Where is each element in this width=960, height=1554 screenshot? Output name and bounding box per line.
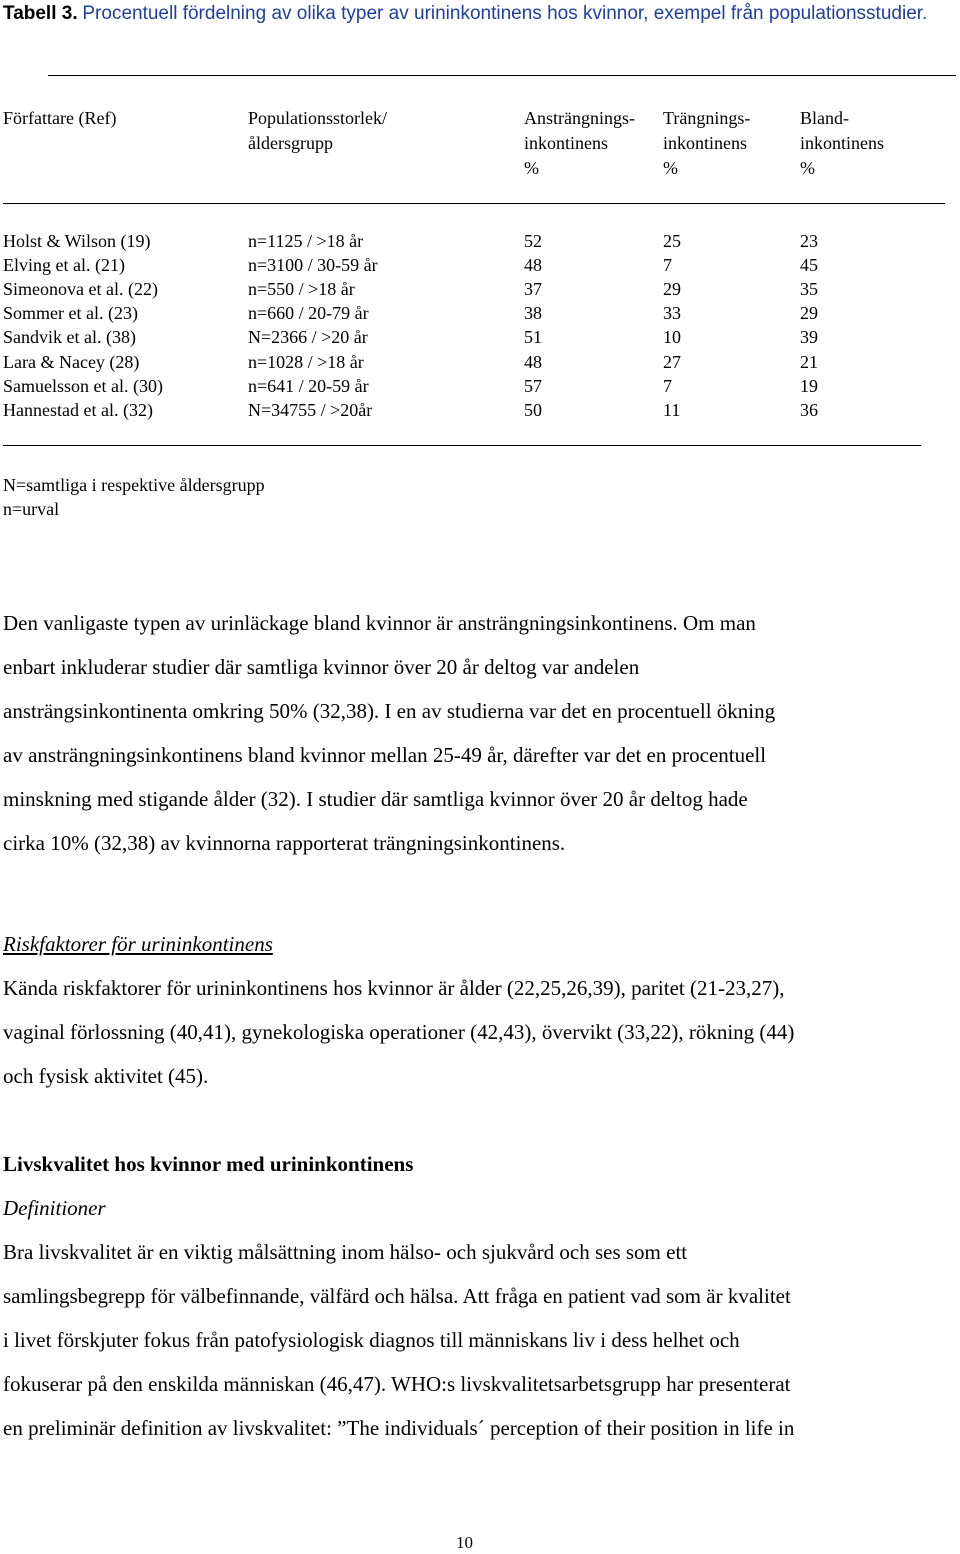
cell-author: Samuelsson et al. (30) bbox=[3, 376, 163, 396]
cell-stress: 37 bbox=[524, 279, 542, 299]
cell-stress: 50 bbox=[524, 400, 542, 420]
header-mixed: Bland- inkontinens % bbox=[800, 108, 884, 178]
page-number: 10 bbox=[456, 1533, 473, 1552]
cell-stress: 57 bbox=[524, 376, 542, 396]
paragraph-line: samlingsbegrepp för välbefinnande, välfärd och hälsa. Att fråga en patient vad som är kvalitet bbox=[3, 1284, 791, 1308]
cell-urge: 11 bbox=[663, 400, 681, 420]
cell-urge: 29 bbox=[663, 279, 681, 299]
cell-mixed: 21 bbox=[800, 352, 818, 372]
header-stress: Ansträngnings- inkontinens % bbox=[524, 108, 635, 178]
cell-urge: 33 bbox=[663, 303, 681, 323]
cell-urge: 27 bbox=[663, 352, 681, 372]
cell-author: Sandvik et al. (38) bbox=[3, 327, 136, 347]
cell-stress: 48 bbox=[524, 352, 542, 372]
cell-population: n=550 / >18 år bbox=[248, 279, 355, 299]
cell-population: N=34755 / >20år bbox=[248, 400, 373, 420]
paragraph-line: enbart inkluderar studier där samtliga kvinnor över 20 år deltog var andelen bbox=[3, 655, 640, 679]
paragraph-line: Den vanligaste typen av urinläckage bland kvinnor är ansträngningsinkontinens. Om man bbox=[3, 611, 756, 635]
cell-stress: 38 bbox=[524, 303, 542, 323]
table-header-rule bbox=[3, 203, 945, 204]
cell-stress: 51 bbox=[524, 327, 542, 347]
cell-mixed: 39 bbox=[800, 327, 818, 347]
header-population: Populationsstorlek/ åldersgrupp bbox=[248, 108, 387, 153]
section-heading-risk-factors: Riskfaktorer för urininkontinens bbox=[3, 932, 273, 956]
cell-author: Sommer et al. (23) bbox=[3, 303, 138, 323]
cell-stress: 52 bbox=[524, 231, 542, 251]
cell-urge: 10 bbox=[663, 327, 681, 347]
cell-author: Holst & Wilson (19) bbox=[3, 231, 151, 251]
paragraph-line: Bra livskvalitet är en viktig målsättning inom hälso- och sjukvård och ses som ett bbox=[3, 1240, 688, 1264]
paragraph-line: minskning med stigande ålder (32). I studier där samtliga kvinnor över 20 år deltog hade bbox=[3, 787, 748, 811]
cell-population: N=2366 / >20 år bbox=[248, 327, 368, 347]
cell-author: Simeonova et al. (22) bbox=[3, 279, 158, 299]
cell-population: n=3100 / 30-59 år bbox=[248, 255, 378, 275]
cell-author: Hannestad et al. (32) bbox=[3, 400, 153, 420]
paragraph-line: cirka 10% (32,38) av kvinnorna rapporterat trängningsinkontinens. bbox=[3, 831, 566, 855]
paragraph-line: en preliminär definition av livskvalitet: ”The individuals´ perception of their position in life in bbox=[3, 1416, 795, 1440]
table-caption bbox=[3, 3, 927, 25]
paragraph-line: i livet förskjuter fokus från patofysiologisk diagnos till människans liv i dess helhet och bbox=[3, 1328, 740, 1352]
header-author: Författare (Ref) bbox=[3, 108, 117, 128]
cell-urge: 7 bbox=[663, 376, 672, 396]
cell-author: Lara & Nacey (28) bbox=[3, 352, 140, 372]
cell-mixed: 29 bbox=[800, 303, 818, 323]
cell-urge: 7 bbox=[663, 255, 672, 275]
cell-mixed: 45 bbox=[800, 255, 818, 275]
cell-mixed: 23 bbox=[800, 231, 818, 251]
cell-stress: 48 bbox=[524, 255, 542, 275]
section-heading-quality-of-life: Livskvalitet hos kvinnor med urininkontinens bbox=[3, 1152, 414, 1176]
subheading-definitions: Definitioner bbox=[3, 1196, 106, 1220]
cell-author: Elving et al. (21) bbox=[3, 255, 125, 275]
cell-mixed: 19 bbox=[800, 376, 818, 396]
cell-population: n=1028 / >18 år bbox=[248, 352, 364, 372]
paragraph-line: fokuserar på den enskilda människan (46,47). WHO:s livskvalitetsarbetsgrupp har presenterat bbox=[3, 1372, 791, 1396]
header-urge: Trängnings- inkontinens % bbox=[663, 108, 751, 178]
paragraph-line: Kända riskfaktorer för urininkontinens hos kvinnor är ålder (22,25,26,39), paritet (21-23,27), bbox=[3, 976, 785, 1000]
cell-mixed: 36 bbox=[800, 400, 818, 420]
cell-urge: 25 bbox=[663, 231, 681, 251]
table-caption-text: Procentuell fördelning av olika typer av urininkontinens hos kvinnor, exempel från populationsstudier. bbox=[82, 3, 928, 24]
cell-population: n=641 / 20-59 år bbox=[248, 376, 369, 396]
paragraph-line: och fysisk aktivitet (45). bbox=[3, 1064, 209, 1088]
cell-mixed: 35 bbox=[800, 279, 818, 299]
cell-population: n=1125 / >18 år bbox=[248, 231, 364, 251]
table-caption-label: Tabell 3. bbox=[3, 3, 78, 24]
cell-population: n=660 / 20-79 år bbox=[248, 303, 369, 323]
paragraph-line: vaginal förlossning (40,41), gynekologiska operationer (42,43), övervikt (33,22), rökning (44) bbox=[3, 1020, 795, 1044]
paragraph-line: av ansträngningsinkontinens bland kvinnor mellan 25-49 år, därefter var det en procentuell bbox=[3, 743, 767, 767]
paragraph-line: ansträngsinkontinenta omkring 50% (32,38). I en av studierna var det en procentuell ökning bbox=[3, 699, 776, 723]
table-note: N=samtliga i respektive åldersgrupp bbox=[3, 475, 265, 495]
table-bottom-rule bbox=[3, 445, 921, 446]
table-note: n=urval bbox=[3, 499, 60, 519]
table-top-rule bbox=[48, 75, 956, 76]
